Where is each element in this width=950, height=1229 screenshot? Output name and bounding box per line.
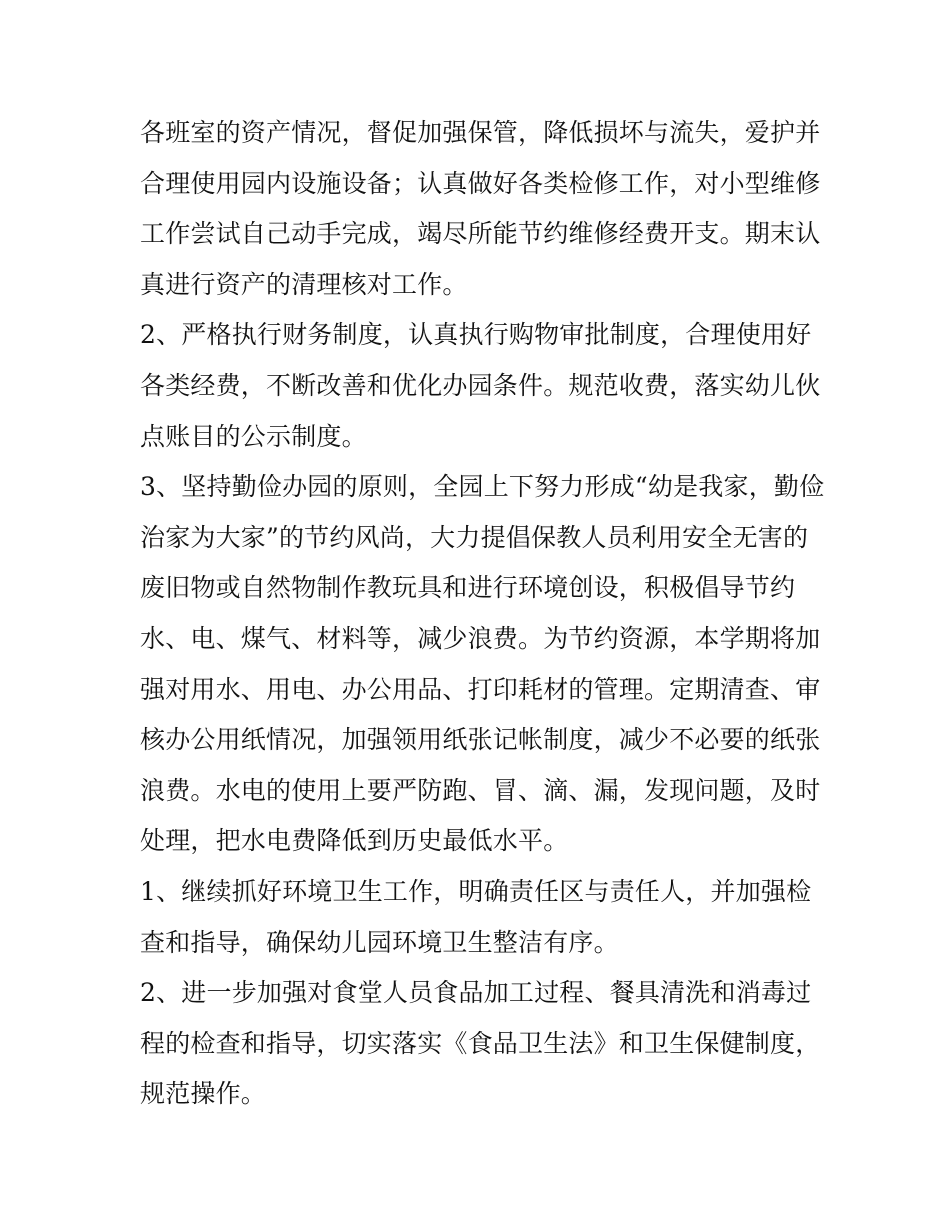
- text-line: 处理，把水电费降低到历史最低水平。: [140, 826, 569, 856]
- text-line: 查和指导，确保幼儿园环境卫生整洁有序。: [140, 927, 619, 957]
- text-line: 真进行资产的清理核对工作。: [140, 269, 468, 299]
- text-line: 3、坚持勤俭办园的原则，全园上下努力形成“幼是我家，勤俭: [140, 472, 825, 502]
- text-line: 工作尝试自己动手完成，竭尽所能节约维修经费开支。期末认: [140, 219, 821, 249]
- text-line: 规范操作。: [140, 1079, 267, 1109]
- text-line: 各班室的资产情况，督促加强保管，降低损坏与流失，爱护并: [140, 118, 821, 147]
- text-line: 强对用水、用电、办公用品、打印耗材的管理。定期清查、审: [140, 674, 821, 704]
- text-line: 核办公用纸情况，加强领用纸张记帐制度，减少不必要的纸张: [140, 725, 821, 755]
- text-line: 点账目的公示制度。: [140, 421, 367, 451]
- text-line: 浪费。水电的使用上要严防跑、冒、滴、漏，发现问题，及时: [140, 775, 821, 805]
- text-line: 水、电、煤气、材料等，减少浪费。为节约资源，本学期将加: [140, 623, 821, 653]
- text-line: 1、继续抓好环境卫生工作，明确责任区与责任人，并加强检: [140, 876, 812, 906]
- text-line: 各类经费，不断改善和优化办园条件。规范收费，落实幼儿伙: [140, 370, 821, 400]
- document-body: [140, 108, 825, 1120]
- text-line: 治家为大家”的节约风尚，大力提倡保教人员利用安全无害的: [140, 522, 809, 552]
- text-line: 合理使用园内设施设备；认真做好各类检修工作，对小型维修: [140, 168, 821, 198]
- text-line: 废旧物或自然物制作教玩具和进行环境创设，积极倡导节约: [140, 573, 796, 603]
- text-line: 程的检查和指导，切实落实《食品卫生法》和卫生保健制度，: [140, 1028, 821, 1058]
- text-line: 2、严格执行财务制度，认真执行购物审批制度，合理使用好: [140, 320, 812, 350]
- text-line: 2、进一步加强对食堂人员食品加工过程、餐具清洗和消毒过: [140, 978, 812, 1008]
